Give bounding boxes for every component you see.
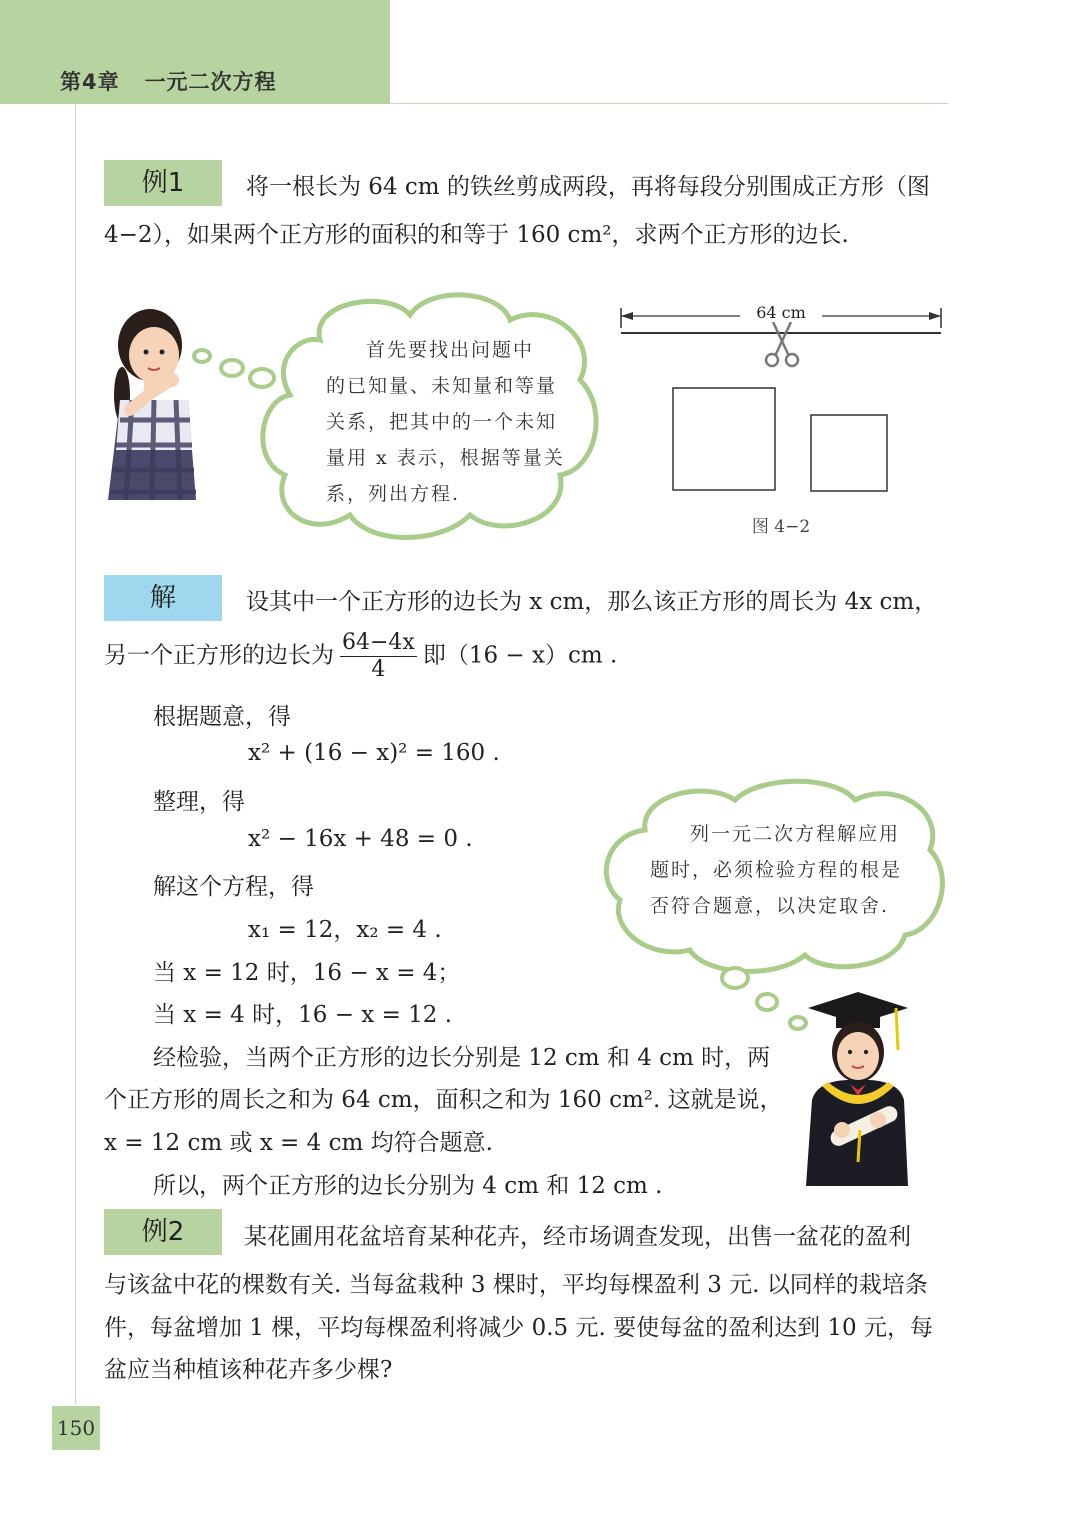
- bubble1-line4: 量用 x 表示，根据等量关: [326, 447, 565, 469]
- graduate-girl-illustration: [798, 990, 913, 1190]
- fraction-numerator: 64−4x: [342, 630, 415, 655]
- conclusion: 所以，两个正方形的边长分别为 4 cm 和 12 cm .: [153, 1173, 663, 1199]
- solution-line2-post: 即（16 − x）cm .: [422, 642, 618, 669]
- example2-tag: 例2: [104, 1209, 222, 1255]
- check-line3: x = 12 cm 或 x = 4 cm 均符合题意.: [104, 1130, 493, 1156]
- scissors-icon: [766, 322, 798, 366]
- solution-line2: [104, 630, 617, 683]
- bubble1-line5: 系，列出方程.: [326, 483, 461, 505]
- bubble2-line3: 否符合题意，以决定取舍.: [650, 895, 890, 917]
- bubble1-line2: 的已知量、未知量和等量: [326, 375, 558, 397]
- page-number: 150: [52, 1406, 100, 1450]
- equation-1: x² + (16 − x)² = 160 .: [248, 740, 500, 766]
- solution-tag: 解: [104, 575, 222, 621]
- bubble2-line1: 列一元二次方程解应用: [690, 823, 901, 845]
- case-2: 当 x = 4 时，16 − x = 12 .: [153, 1002, 453, 1028]
- arrow-right-icon: [929, 312, 941, 320]
- example1-line1: 将一根长为 64 cm 的铁丝剪成两段，再将每段分别围成正方形（图: [246, 174, 930, 200]
- chapter-number: 第4章: [60, 70, 120, 94]
- solution-line2-pre: 另一个正方形的边长为: [104, 642, 334, 669]
- example1-line2: 4−2），如果两个正方形的面积的和等于 160 cm²，求两个正方形的边长.: [104, 222, 849, 248]
- figure-caption: 图 4−2: [751, 517, 811, 537]
- check-line2: 个正方形的周长之和为 64 cm，面积之和为 160 cm². 这就是说，: [104, 1087, 783, 1113]
- step-2: 整理，得: [153, 789, 245, 815]
- case-1: 当 x = 12 时，16 − x = 4；: [153, 960, 461, 986]
- bubble1-line3: 关系，把其中的一个未知: [326, 411, 558, 433]
- chapter-heading: [60, 66, 277, 96]
- header-rule: [390, 103, 948, 104]
- fraction: [340, 630, 417, 683]
- step-1: 根据题意，得: [153, 704, 291, 730]
- check-line1: 经检验，当两个正方形的边长分别是 12 cm 和 4 cm 时，两: [153, 1045, 771, 1071]
- example2-line3: 件，每盆增加 1 棵，平均每棵盈利将减少 0.5 元. 要使每盆的盈利达到 10 元，每: [104, 1315, 933, 1341]
- example2-line4: 盆应当种植该种花卉多少棵?: [104, 1357, 393, 1383]
- example1-tag: 例1: [104, 160, 222, 206]
- bubble1-line1: 首先要找出问题中: [366, 339, 535, 361]
- bubble2-line2: 题时，必须检验方程的根是: [650, 859, 903, 881]
- margin-rule: [75, 104, 76, 1404]
- equation-2: x² − 16x + 48 = 0 .: [248, 826, 473, 852]
- arrow-left-icon: [621, 312, 633, 320]
- equation-3: x₁ = 12，x₂ = 4 .: [248, 917, 442, 943]
- step-3: 解这个方程，得: [153, 874, 314, 900]
- example2-line2: 与该盆中花的棵数有关. 当每盆栽种 3 棵时，平均每棵盈利 3 元. 以同样的栽培条: [104, 1272, 928, 1298]
- figure-length-label: 64 cm: [740, 303, 822, 322]
- example2-line1: 某花圃用花盆培育某种花卉，经市场调查发现，出售一盆花的盈利: [244, 1224, 911, 1250]
- chapter-title: 一元二次方程: [144, 70, 277, 94]
- solution-line1: 设其中一个正方形的边长为 x cm，那么该正方形的周长为 4x cm，: [246, 589, 938, 615]
- small-square: [811, 415, 887, 491]
- large-square: [673, 388, 775, 490]
- figure-4-2: [615, 300, 950, 510]
- fraction-denominator: 4: [371, 657, 386, 682]
